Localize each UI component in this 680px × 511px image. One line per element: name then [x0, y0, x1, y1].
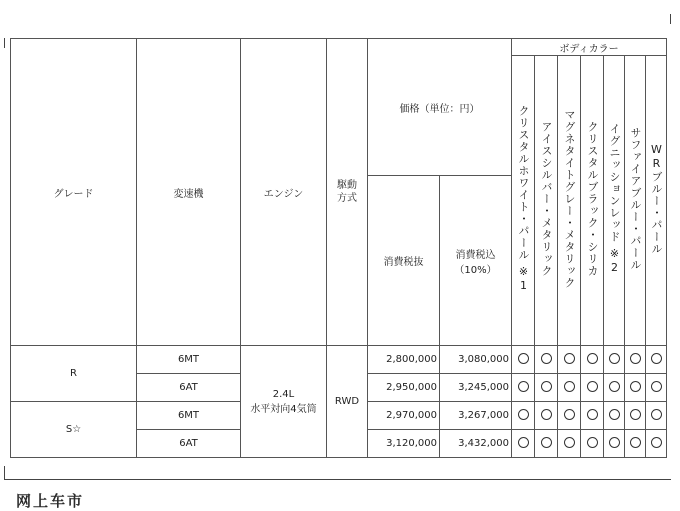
circle-icon [564, 353, 575, 364]
header-price-group: 価格（単位：円） [368, 39, 512, 176]
color-name: マグネタイトグレー・メタリック [563, 108, 576, 289]
header-transmission: 変速機 [137, 39, 241, 346]
circle-icon [518, 353, 529, 364]
availability-cell [558, 430, 581, 458]
header-price-inc-tax-rate: （10%） [454, 264, 497, 276]
availability-cell [581, 374, 604, 402]
availability-cell [512, 430, 535, 458]
color-name-cell [646, 56, 667, 346]
circle-icon [651, 353, 662, 364]
availability-cell [558, 374, 581, 402]
price-ex-tax-cell: 2,970,000 [368, 402, 440, 430]
header-price-inc-tax [440, 176, 512, 346]
color-name-cell [604, 56, 625, 346]
frame-top-left-corner [4, 38, 5, 48]
color-name-cell [625, 56, 646, 346]
availability-cell [646, 346, 667, 374]
price-inc-tax-cell: 3,080,000 [440, 346, 512, 374]
circle-icon [651, 409, 662, 420]
circle-icon [609, 381, 620, 392]
header-engine: エンジン [241, 39, 327, 346]
circle-icon [564, 409, 575, 420]
availability-cell [646, 430, 667, 458]
circle-icon [630, 381, 641, 392]
availability-cell [604, 374, 625, 402]
header-drive [327, 39, 368, 346]
transmission-cell: 6MT [137, 402, 241, 430]
availability-cell [646, 402, 667, 430]
watermark-text: 网上车市 [16, 492, 85, 510]
header-grade: グレード [11, 39, 137, 346]
availability-cell [581, 402, 604, 430]
price-inc-tax-cell: 3,245,000 [440, 374, 512, 402]
header-price-ex-tax: 消費税抜 [368, 176, 440, 346]
engine-line1: 2.4L [272, 388, 295, 400]
circle-icon [564, 381, 575, 392]
engine-cell [241, 346, 327, 458]
availability-cell [535, 402, 558, 430]
header-body-color: ボディカラー [512, 39, 667, 56]
grade-cell: S☆ [11, 402, 137, 458]
header-price-inc-tax-label: 消費税込 [455, 249, 496, 261]
color-name-cell [512, 56, 535, 346]
availability-cell [512, 374, 535, 402]
circle-icon [609, 353, 620, 364]
circle-icon [609, 409, 620, 420]
color-note: ※2 [608, 246, 621, 275]
grade-cell: R [11, 346, 137, 402]
circle-icon [630, 409, 641, 420]
circle-icon [518, 437, 529, 448]
header-drive-line1: 駆動 [337, 180, 357, 191]
color-name-cell [558, 56, 581, 346]
frame-top-right-corner [670, 14, 671, 24]
availability-cell [535, 374, 558, 402]
availability-cell [581, 346, 604, 374]
price-inc-tax-cell: 3,267,000 [440, 402, 512, 430]
circle-icon [587, 437, 598, 448]
header-drive-line2: 方式 [337, 193, 357, 204]
engine-line2: 水平対向4気筒 [250, 403, 317, 415]
availability-cell [604, 346, 625, 374]
availability-cell [558, 402, 581, 430]
circle-icon [587, 381, 598, 392]
availability-cell [535, 430, 558, 458]
circle-icon [541, 437, 552, 448]
circle-icon [630, 353, 641, 364]
price-ex-tax-cell: 2,950,000 [368, 374, 440, 402]
price-inc-tax-cell: 3,432,000 [440, 430, 512, 458]
color-name: クリスタルブラック・シリカ [586, 120, 599, 277]
price-ex-tax-cell: 3,120,000 [368, 430, 440, 458]
availability-cell [604, 430, 625, 458]
frame-bottom-left-corner [4, 466, 5, 480]
color-name: WRブルー・パール [650, 142, 663, 255]
circle-icon [518, 381, 529, 392]
color-note: ※1 [517, 264, 530, 293]
circle-icon [587, 409, 598, 420]
availability-cell [558, 346, 581, 374]
circle-icon [587, 353, 598, 364]
price-ex-tax-cell: 2,800,000 [368, 346, 440, 374]
circle-icon [651, 381, 662, 392]
availability-cell [646, 374, 667, 402]
availability-cell [625, 346, 646, 374]
availability-cell [535, 346, 558, 374]
circle-icon [564, 437, 575, 448]
availability-cell [625, 402, 646, 430]
color-name-cell [535, 56, 558, 346]
price-spec-table [10, 38, 667, 458]
availability-cell [625, 430, 646, 458]
color-name-cell [581, 56, 604, 346]
circle-icon [541, 353, 552, 364]
transmission-cell: 6AT [137, 430, 241, 458]
availability-cell [512, 402, 535, 430]
color-name: クリスタルホワイト・パール [517, 104, 530, 261]
color-name: サファイアブルー・パール [629, 126, 642, 271]
circle-icon [651, 437, 662, 448]
color-name: アイスシルバー・メタリック [540, 120, 553, 277]
availability-cell [512, 346, 535, 374]
drive-cell: RWD [327, 346, 368, 458]
circle-icon [518, 409, 529, 420]
frame-bottom-line [4, 479, 671, 480]
circle-icon [630, 437, 641, 448]
availability-cell [581, 430, 604, 458]
availability-cell [625, 374, 646, 402]
availability-cell [604, 402, 625, 430]
color-name: イグニッションレッド [608, 122, 621, 243]
transmission-cell: 6MT [137, 346, 241, 374]
circle-icon [609, 437, 620, 448]
circle-icon [541, 409, 552, 420]
circle-icon [541, 381, 552, 392]
table-row [11, 346, 667, 374]
transmission-cell: 6AT [137, 374, 241, 402]
